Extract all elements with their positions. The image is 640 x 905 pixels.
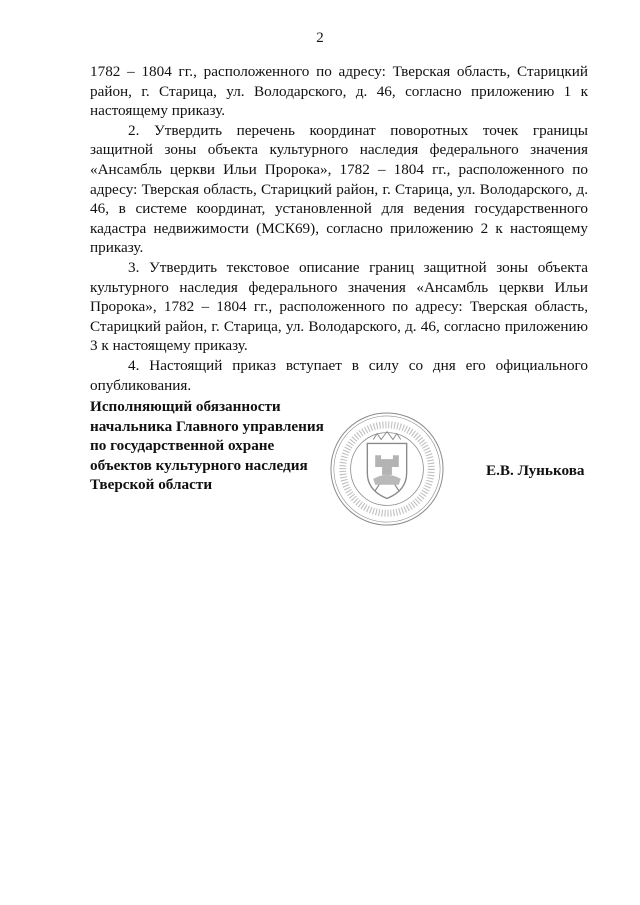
paragraph-continuation: 1782 – 1804 гг., расположенного по адресу: Тверская область, Старицкий район, г. Старица, ул. Володарского, д. 46, согласно приложению 1 к настоящему приказу.	[90, 63, 588, 120]
paragraph-item-2: 2. Утвердить перечень координат поворотных точек границы защитной зоны объекта культурного наследия федерального значения «Ансамбль церкви Ильи Пророка», 1782 – 1804 гг., расположенного по адресу: Тверская область, Старицкий район, г. Старица, ул. Володарского, д. 46, в системе координат, установленной для ведения государственного кадастра недвижимости (МСК69), согласно приложению 2 к настоящему приказу.	[90, 121, 588, 257]
coat-of-arms-seal-icon	[328, 410, 446, 528]
paragraph-item-3: 3. Утвердить текстовое описание границ защитной зоны объекта культурного наследия федерального значения «Ансамбль церкви Ильи Пророка», 1782 – 1804 гг., расположенного по адресу: Тверская область, Старицкий район, г. Старица, ул. Володарского, д. 46, согласно приложению 3 к настоящему приказу.	[90, 258, 588, 355]
signatory-position	[90, 397, 340, 495]
signatory-position-line: объектов культурного наследия	[90, 456, 308, 474]
signatory-position-line: по государственной охране	[90, 437, 275, 455]
paragraph-item-4: 4. Настоящий приказ вступает в силу со дня его официального опубликования.	[90, 356, 588, 394]
signatory-position-line: Тверской области	[90, 476, 213, 494]
page-number: 2	[316, 30, 324, 46]
document-body	[90, 62, 588, 395]
signatory-position-line: начальника Главного управления	[90, 417, 324, 435]
signatory-position-line: Исполняющий обязанности	[90, 398, 281, 415]
signatory-name: Е.В. Лунькова	[486, 462, 585, 479]
